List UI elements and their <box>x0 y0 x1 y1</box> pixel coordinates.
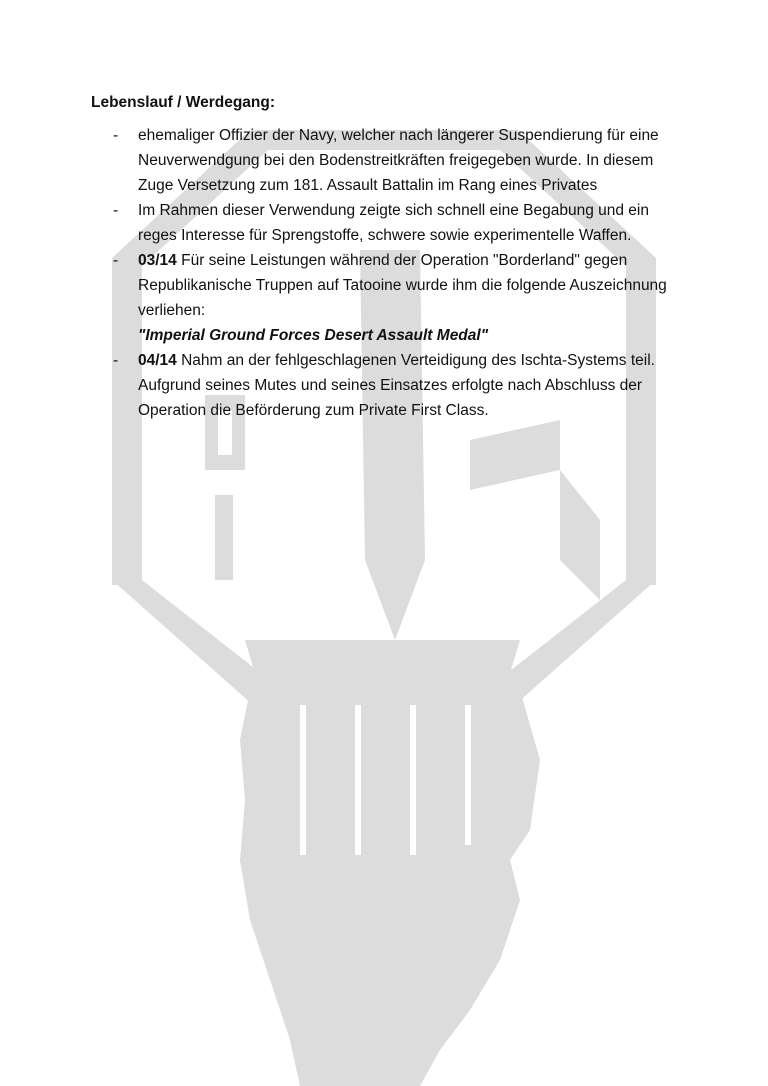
item-text: Im Rahmen dieser Verwendung zeigte sich schnell eine Begabung und ein reges Interesse für Sprengstoffe, schwere sowie experimentelle Waffen. <box>138 202 649 244</box>
list-dash: - <box>113 252 119 269</box>
item-text: Für seine Leistungen während der Operation "Borderland" gegen Republikanische Truppen auf Tatooine wurde ihm die folgende Auszeichnung verliehen: <box>138 252 667 319</box>
medal-name: "Imperial Ground Forces Desert Assault Medal" <box>138 327 489 344</box>
cv-list <box>91 123 691 323</box>
document-body <box>91 90 691 423</box>
list-item <box>91 123 691 198</box>
list-dash: - <box>113 202 119 219</box>
list-item <box>91 248 691 323</box>
cv-list-continued <box>91 348 691 423</box>
list-dash: - <box>113 352 119 369</box>
list-item <box>91 348 691 423</box>
item-text: Nahm an der fehlgeschlagenen Verteidigung des Ischta-Systems teil. Aufgrund seines Mutes und seines Einsatzes erfolgte nach Abschluss der Operation die Beförderung zum Private First Class. <box>138 352 655 419</box>
cv-heading: Lebenslauf / Werdegang: <box>91 94 276 111</box>
list-dash: - <box>113 127 119 144</box>
list-item <box>91 198 691 248</box>
item-date: 03/14 <box>138 252 177 269</box>
item-date: 04/14 <box>138 352 177 369</box>
item-text: ehemaliger Offizier der Navy, welcher nach längerer Suspendierung für eine Neuverwendgung bei den Bodenstreitkräften freigegeben wurde. In diesem Zuge Versetzung zum 181. Assault Battalin im Rang eines Privates <box>138 127 659 194</box>
